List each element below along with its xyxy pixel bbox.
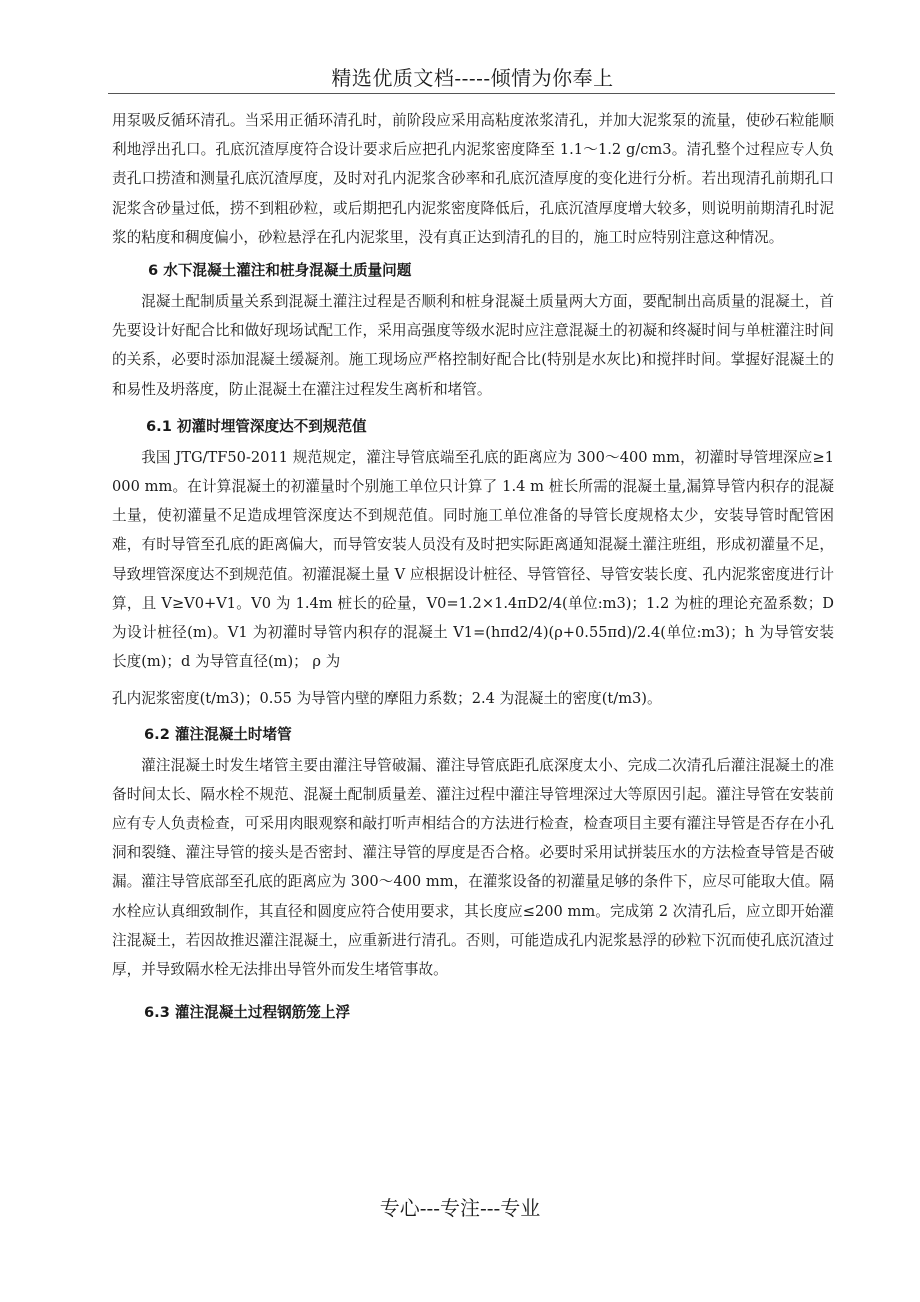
header-divider — [108, 93, 835, 94]
paragraph-concrete-quality: 混凝土配制质量关系到混凝土灌注过程是否顺利和桩身混凝土质量两大方面，要配制出高质量的混凝土，首先要设计好配合比和做好现场试配工作，采用高强度等级水泥时应注意混凝土的初凝和终凝时间与单桩灌注时间的关系，必要时添加混凝土缓凝剂。施工现场应严格控制好配合比(特别是水灰比)和搅拌时间。掌握好混凝土的和易性及坍落度，防止混凝土在灌注过程发生离析和堵管。 — [112, 293, 834, 398]
paragraph-clean-hole: 用泵吸反循环清孔。当采用正循环清孔时，前阶段应采用高粘度浓浆清孔，并加大泥浆泵的流量，使砂石粒能顺利地浮出孔口。孔底沉渣厚度符合设计要求后应把孔内泥浆密度降至 1.1～1.2 g/cm3。清孔整个过程应专人负责孔口捞渣和测量孔底沉渣厚度，及时对孔内泥浆含砂率和孔底沉渣厚度的变化进行分析。若出现清孔前期孔口泥浆含砂量过低，捞不到粗砂粒，或后期把孔内泥浆密度降低后，孔底沉渣厚度增大较多，则说明前期清孔时泥浆的粘度和稠度偏小，砂粒悬浮在孔内泥浆里，没有真正达到清孔的目的，施工时应特别注意这种情况。 — [112, 112, 834, 246]
paragraph-pipe-blockage: 灌注混凝土时发生堵管主要由灌注导管破漏、灌注导管底距孔底深度太小、完成二次清孔后灌注混凝土的准备时间太长、隔水栓不规范、混凝土配制质量差、灌注过程中灌注导管埋深过大等原因引起。灌注导管在安装前应有专人负责检查，可采用肉眼观察和敲打听声相结合的方法进行检查，检查项目主要有灌注导管是否存在小孔洞和裂缝、灌注导管的接头是否密封、灌注导管的厚度是否合格。必要时采用试拼装压水的方法检查导管是否破漏。灌注导管底部至孔底的距离应为 300～400 mm，在灌浆设备的初灌量足够的条件下，应尽可能取大值。隔水栓应认真细致制作，其直径和圆度应符合使用要求，其长度应≤200 mm。完成第 2 次清孔后，应立即开始灌注混凝土，若因故推迟灌注混凝土，应重新进行清孔。否则，可能造成孔内泥浆悬浮的砂粒下沉而使孔底沉渣过厚，并导致隔水栓无法排出导管外而发生堵管事故。 — [112, 756, 834, 979]
section-heading-6-2: 6.2 灌注混凝土时堵管 — [144, 725, 292, 743]
paragraph-initial-pour-cont: 孔内泥浆密度(t/m3)；0.55 为导管内壁的摩阻力系数；2.4 为混凝土的密度(t/m3)。 — [112, 690, 662, 708]
page-header-title: 精选优质文档-----倾情为你奉上 — [331, 66, 614, 90]
section-heading-6: 6 水下混凝土灌注和桩身混凝土质量问题 — [148, 262, 412, 280]
section-heading-6-3: 6.3 灌注混凝土过程钢筋笼上浮 — [144, 1004, 351, 1022]
page-footer-text: 专心---专注---专业 — [379, 1196, 541, 1220]
section-heading-6-1: 6.1 初灌时埋管深度达不到规范值 — [146, 417, 367, 435]
document-body — [112, 106, 834, 1029]
paragraph-initial-pour: 我国 JTG/TF50-2011 规范规定，灌注导管底端至孔底的距离应为 300～400 mm，初灌时导管埋深应≥1000 mm。在计算混凝土的初灌量时个别施工单位只计算了 1.4 m 桩长所需的混凝土量,漏算导管内积存的混凝土量，使初灌量不足造成埋管深度达不到规范值。同时施工单位准备的导管长度规格太少，安装导管时配管困难，有时导管至孔底的距离偏大，而导管安装人员没有及时把实际距离通知混凝土灌注班组，形成初灌量不足，导致埋管深度达不到规范值。初灌混凝土量 V 应根据设计桩径、导管管径、导管安装长度、孔内泥浆密度进行计算，且 V≥V0+V1。V0 为 1.4m 桩长的砼量，V0=1.2×1.4πD2/4(单位:m3)；1.2 为桩的理论充盈系数；D 为设计桩径(m)。V1 为初灌时导管内积存的混凝土 V1=(hπd2/4)(ρ+0.55πd)/2.4(单位:m3)；h 为导管安装长度(m)；d 为导管直径(m)； ρ 为 — [112, 448, 834, 671]
